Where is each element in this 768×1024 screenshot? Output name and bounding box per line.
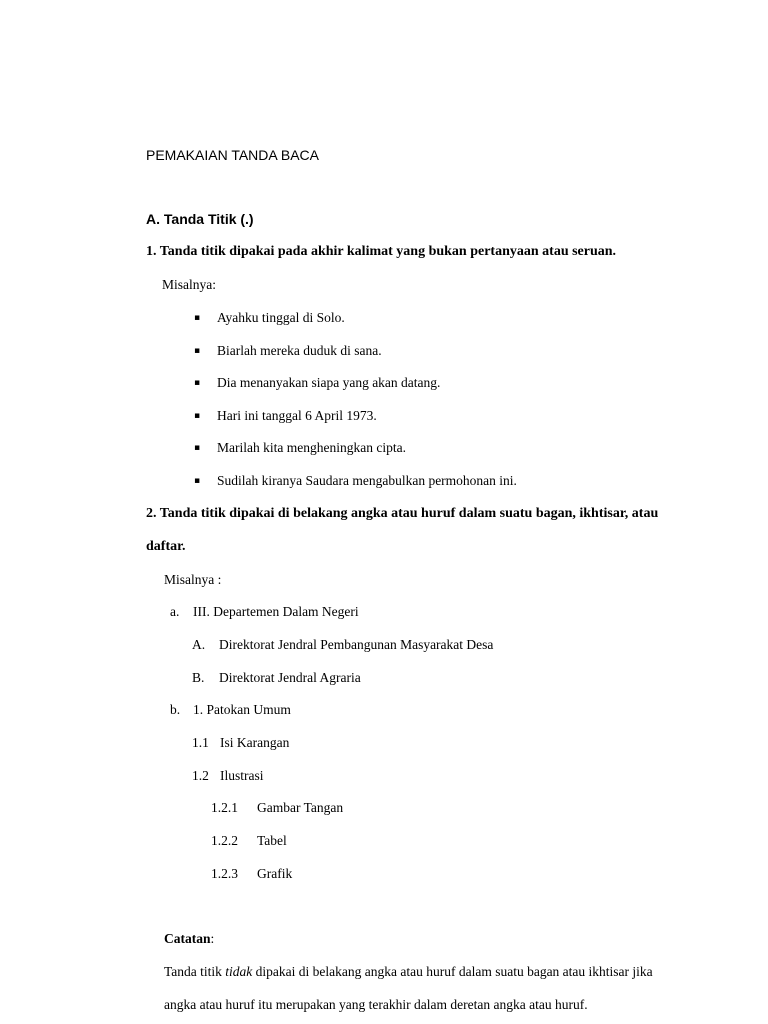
- note-text-italic: tidak: [225, 964, 253, 979]
- list-marker: 1.2: [192, 768, 209, 783]
- example-label-1: Misalnya:: [162, 277, 216, 292]
- rule-2-line-2: daftar.: [146, 539, 186, 554]
- note-line-1: [164, 965, 653, 979]
- list-item: Marilah kita mengheningkan cipta.: [217, 440, 406, 455]
- list-item: Isi Karangan: [220, 735, 290, 750]
- note-text-after: dipakai di belakang angka atau huruf dalam suatu bagan atau ikhtisar jika: [252, 964, 653, 979]
- list-item-b: 1. Patokan Umum: [193, 702, 291, 717]
- list-item: Hari ini tanggal 6 April 1973.: [217, 408, 377, 423]
- rule-2-line-1: 2. Tanda titik dipakai di belakang angka atau huruf dalam suatu bagan, ikhtisar, atau: [146, 506, 659, 521]
- note-text-before: Tanda titik: [164, 964, 226, 979]
- bullet-icon: ▪: [194, 346, 201, 356]
- list-item: Tabel: [257, 833, 287, 848]
- list-item: Dia menanyakan siapa yang akan datang.: [217, 375, 441, 390]
- list-item: Direktorat Jendral Agraria: [219, 670, 361, 685]
- bullet-icon: ▪: [194, 313, 201, 323]
- page-title: PEMAKAIAN TANDA BACA: [146, 147, 319, 163]
- example-label-2: Misalnya :: [164, 572, 222, 587]
- list-item: Sudilah kiranya Saudara mengabulkan permohonan ini.: [217, 473, 517, 488]
- list-marker: 1.2.2: [211, 833, 238, 848]
- list-item: Ilustrasi: [220, 768, 264, 783]
- section-heading-a: A. Tanda Titik (.): [146, 211, 254, 227]
- bullet-icon: ▪: [194, 378, 201, 388]
- list-marker: B.: [192, 670, 205, 685]
- rule-1: 1. Tanda titik dipakai pada akhir kalimat yang bukan pertanyaan atau seruan.: [146, 244, 617, 259]
- note-label: Catatan: [164, 931, 211, 946]
- list-item: Direktorat Jendral Pembangunan Masyarakat Desa: [219, 637, 494, 652]
- list-item-a: III. Departemen Dalam Negeri: [193, 604, 359, 619]
- note-line-2: angka atau huruf itu merupakan yang terakhir dalam deretan angka atau huruf.: [164, 997, 588, 1012]
- note-colon: :: [210, 931, 215, 946]
- list-marker: 1.2.1: [211, 800, 238, 815]
- list-marker: 1.2.3: [211, 866, 238, 881]
- list-marker: A.: [192, 637, 206, 652]
- bullet-icon: ▪: [194, 476, 201, 486]
- list-item: Gambar Tangan: [257, 800, 344, 815]
- bullet-icon: ▪: [194, 411, 201, 421]
- list-marker: 1.1: [192, 735, 209, 750]
- note-heading: [164, 932, 214, 946]
- list-item: Ayahku tinggal di Solo.: [217, 310, 345, 325]
- list-item: Biarlah mereka duduk di sana.: [217, 343, 382, 358]
- bullet-icon: ▪: [194, 443, 201, 453]
- list-marker-b: b.: [170, 702, 181, 717]
- list-item: Grafik: [257, 866, 293, 881]
- list-marker-a: a.: [170, 604, 180, 619]
